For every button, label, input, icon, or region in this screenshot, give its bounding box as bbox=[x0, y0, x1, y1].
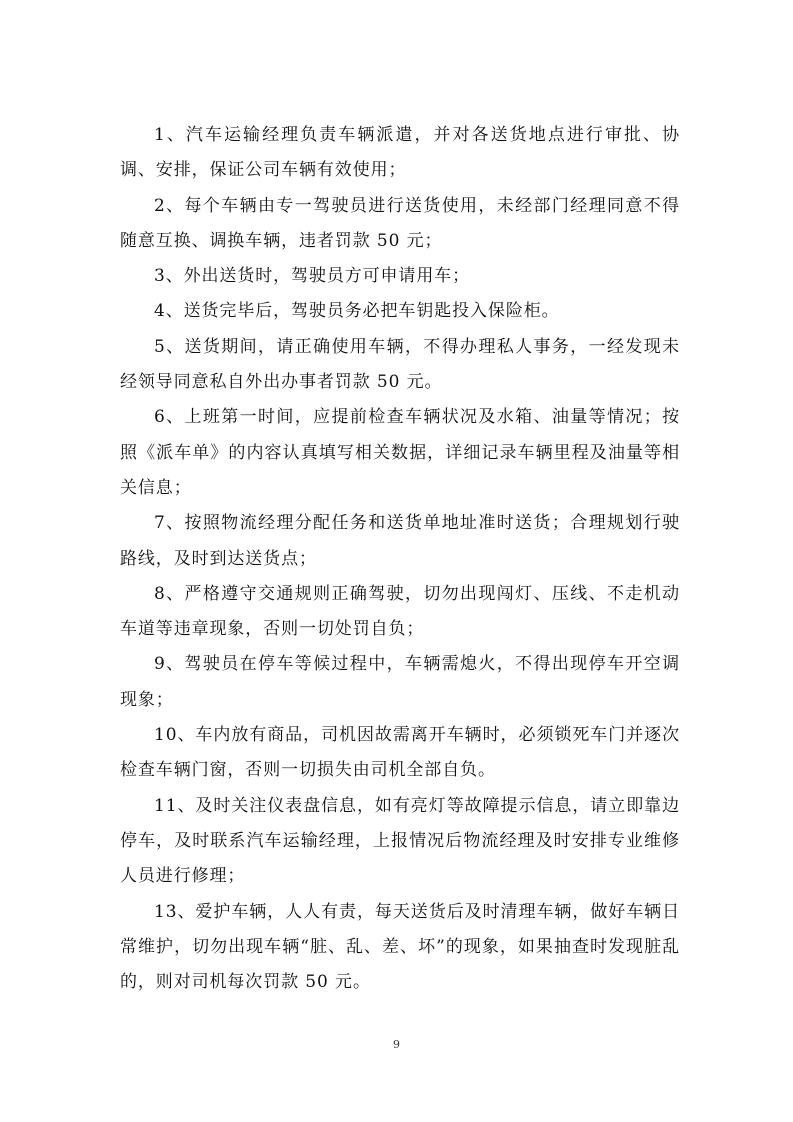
paragraph-10: 10、车内放有商品，司机因故需离开车辆时，必须锁死车门并逐次检查车辆门窗，否则一切损失由司机全部自负。 bbox=[120, 725, 680, 781]
document-body bbox=[120, 118, 680, 1000]
paragraph-9: 9、驾驶员在停车等候过程中，车辆需熄火，不得出现停车开空调现象； bbox=[120, 654, 680, 710]
paragraph-5: 5、送货期间，请正确使用车辆，不得办理私人事务，一经发现未经领导同意私自外出办事者罚款 50 元。 bbox=[120, 336, 680, 393]
paragraph-7: 7、按照物流经理分配任务和送货单地址准时送货；合理规划行驶路线，及时到达送货点； bbox=[120, 513, 680, 569]
paragraph-8: 8、严格遵守交通规则正确驾驶，切勿出现闯灯、压线、不走机动车道等违章现象，否则一切处罚自负； bbox=[120, 583, 680, 640]
paragraph-2: 2、每个车辆由专一驾驶员进行送货使用，未经部门经理同意不得随意互换、调换车辆，违者罚款 50 元； bbox=[120, 195, 680, 251]
paragraph-13: 13、爱护车辆，人人有责，每天送货后及时清理车辆，做好车辆日常维护，切勿出现车辆“脏、乱、差、坏”的现象，如果抽查时发现脏乱的，则对司机每次罚款 50 元。 bbox=[120, 901, 680, 993]
paragraph-1: 1、汽车运输经理负责车辆派遣，并对各送货地点进行审批、协调、安排，保证公司车辆有效使用； bbox=[120, 125, 680, 181]
paragraph-3: 3、外出送货时，驾驶员方可申请用车； bbox=[154, 266, 471, 287]
paragraph-6: 6、上班第一时间，应提前检查车辆状况及水箱、油量等情况；按照《派车单》的内容认真填写相关数据，详细记录车辆里程及油量等相关信息； bbox=[120, 407, 680, 498]
page-number: 9 bbox=[393, 1038, 400, 1051]
paragraph-11: 11、及时关注仪表盘信息，如有亮灯等故障提示信息，请立即靠边停车，及时联系汽车运输经理，上报情况后物流经理及时安排专业维修人员进行修理； bbox=[120, 795, 680, 887]
paragraph-4: 4、送货完毕后，驾驶员务必把车钥匙投入保险柜。 bbox=[154, 301, 560, 322]
